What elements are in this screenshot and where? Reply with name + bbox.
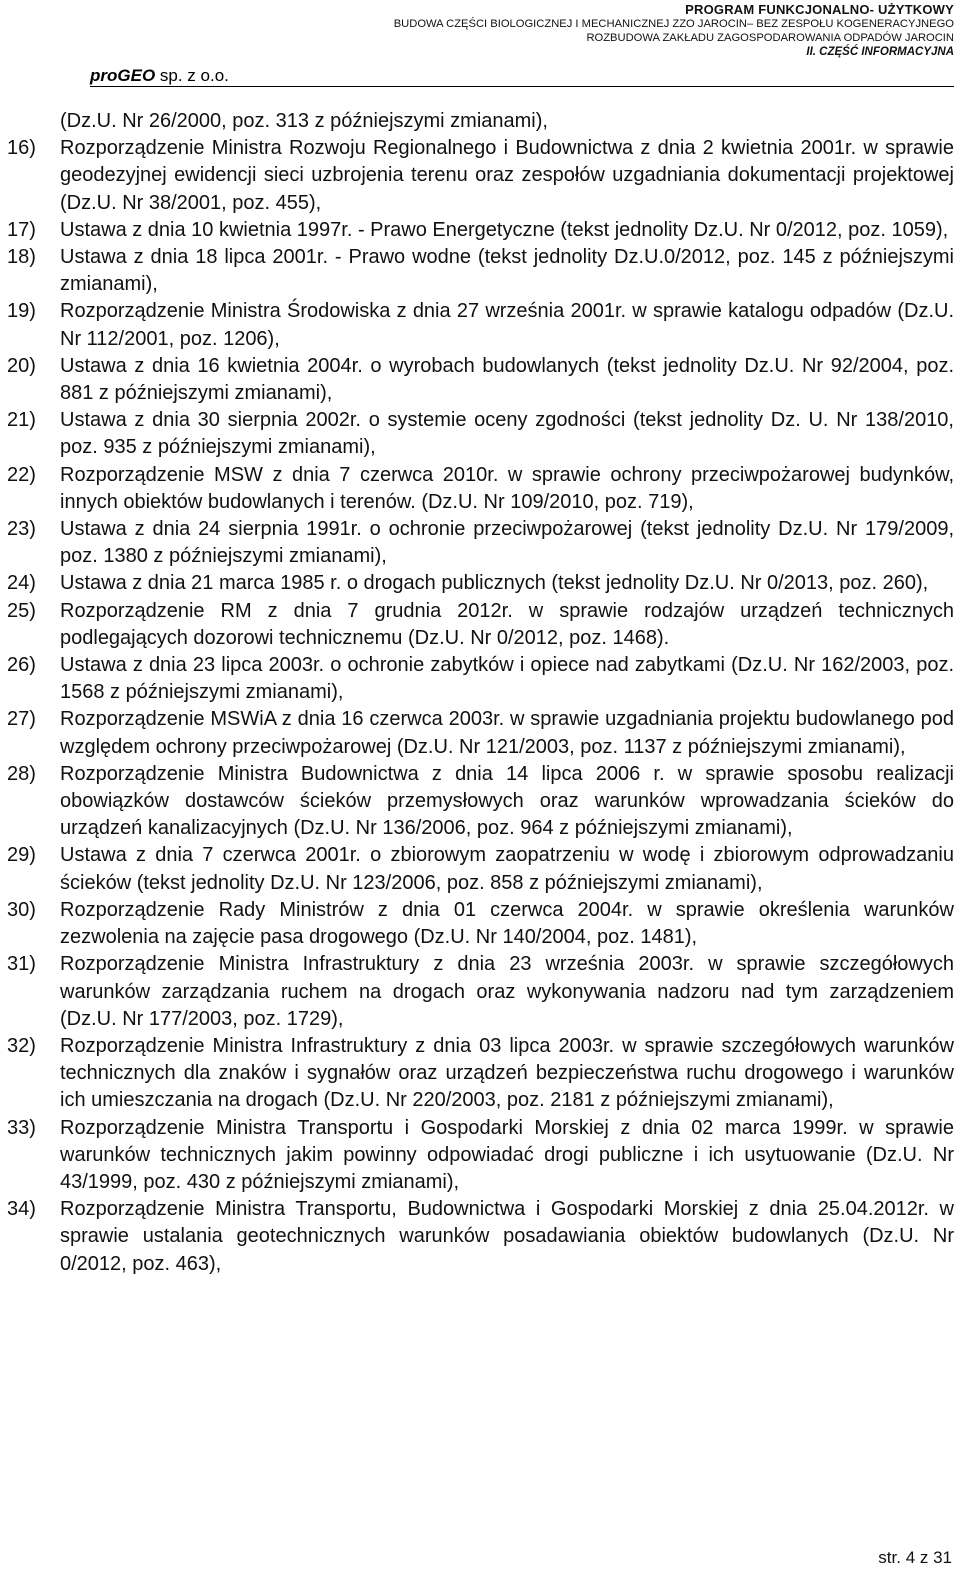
list-item [0, 652, 960, 706]
document-title: PROGRAM FUNKCJONALNO- UŻYTKOWY [685, 2, 954, 17]
item-text: Rozporządzenie Ministra Transportu i Gospodarki Morskiej z dnia 02 marca 1999r. w sprawie warunków technicznych jakim powinny odpowiadać drogi publiczne i ich usytuowanie (Dz.U. Nr 43/1999, poz. 430 z późniejszymi zmianami), [60, 1116, 954, 1193]
item-text: Rozporządzenie Ministra Budownictwa z dnia 14 lipca 2006 r. w sprawie sposobu realizacji obowiązków dostawców ścieków przemysłowych oraz warunków wprowadzania ścieków do urządzeń kanalizacyjnych (Dz.U. Nr 136/2006, poz. 964 z późniejszymi zmianami), [60, 762, 954, 840]
list-item [0, 842, 960, 896]
item-number: 29) [7, 844, 36, 867]
item-text: Rozporządzenie Ministra Infrastruktury z dnia 23 września 2003r. w sprawie szczegółowych warunków zarządzania ruchem na drogach oraz wykonywania nadzoru nad tym zarządzeniem (Dz.U. Nr 177/2003, poz. 1729), [60, 953, 954, 1030]
item-number: 27) [7, 708, 36, 731]
list-item [0, 516, 960, 570]
item-number: 23) [7, 518, 36, 541]
item-number: 24) [7, 572, 36, 595]
item-text: Ustawa z dnia 23 lipca 2003r. o ochronie zabytków i opiece nad zabytkami (Dz.U. Nr 162/2003, poz. 1568 z późniejszymi zmianami), [60, 654, 954, 704]
list-item [0, 244, 960, 298]
list-item [0, 1115, 960, 1197]
item-text: Rozporządzenie MSW z dnia 7 czerwca 2010r. w sprawie ochrony przeciwpożarowej budynków, innych obiektów budowlanych i terenów. (Dz.U. Nr 109/2010, poz. 719), [60, 463, 954, 513]
item-number: 31) [7, 953, 36, 976]
list-item [0, 706, 960, 760]
item-number: 25) [7, 599, 36, 622]
item-number: 22) [7, 463, 36, 486]
item-text: Rozporządzenie RM z dnia 7 grudnia 2012r. w sprawie rodzajów urządzeń technicznych podlegających dozorowi technicznemu (Dz.U. Nr 0/2012, poz. 1468). [60, 599, 954, 649]
item-number: 19) [7, 300, 36, 323]
list-item [0, 951, 960, 1033]
brand-suffix: sp. z o.o. [155, 66, 229, 85]
list-item [0, 761, 960, 843]
header-divider [90, 86, 954, 87]
item-number: 28) [7, 762, 36, 785]
list-item [0, 570, 960, 597]
item-number: 16) [7, 137, 36, 160]
item-number: 17) [7, 218, 36, 241]
item-text: Rozporządzenie Ministra Infrastruktury z dnia 03 lipca 2003r. w sprawie szczegółowych warunków technicznych dla znaków i sygnałów oraz urządzeń bezpieczeństwa ruchu drogowego i warunków ich umieszczania na drogach (Dz.U. Nr 220/2003, poz. 2181 z późniejszymi zmianami), [60, 1034, 954, 1112]
item-text: Ustawa z dnia 7 czerwca 2001r. o zbiorowym zaopatrzeniu w wodę i zbiorowym odprowadzaniu ścieków (tekst jednolity Dz.U. Nr 123/2006, poz. 858 z późniejszymi zmianami), [60, 844, 954, 894]
item-text: Ustawa z dnia 16 kwietnia 2004r. o wyrobach budowlanych (tekst jednolity Dz.U. Nr 92/2004, poz. 881 z późniejszymi zmianami), [60, 354, 954, 405]
item-text: Rozporządzenie Ministra Transportu, Budownictwa i Gospodarki Morskiej z dnia 25.04.2012r. w sprawie ustalania geotechnicznych warunków posadawiania obiektów budowlanych (Dz.U. Nr 0/2012, poz. 463), [60, 1198, 954, 1275]
document-part: II. CZĘŚĆ INFORMACYJNA [806, 46, 954, 58]
list-item [0, 407, 960, 461]
item-number: 32) [7, 1034, 36, 1057]
item-text: Ustawa z dnia 18 lipca 2001r. - Prawo wodne (tekst jednolity Dz.U.0/2012, poz. 145 z późniejszymi zmianami), [60, 246, 954, 296]
item-number: 33) [7, 1116, 36, 1139]
list-item [0, 897, 960, 951]
item-text: Rozporządzenie Ministra Środowiska z dnia 27 września 2001r. w sprawie katalogu odpadów (Dz.U. Nr 112/2001, poz. 1206), [60, 300, 954, 350]
item-number: 18) [7, 246, 36, 269]
list-item [0, 1196, 960, 1278]
item-number: 20) [7, 354, 36, 377]
brand-name: proGEO [90, 66, 156, 85]
company-logo [90, 66, 229, 86]
item-text: Rozporządzenie MSWiA z dnia 16 czerwca 2003r. w sprawie uzgadniania projektu budowlanego pod względem ochrony przeciwpożarowej (Dz.U. Nr 121/2003, poz. 1137 z późniejszymi zmianami), [60, 708, 954, 758]
item-text: (Dz.U. Nr 26/2000, poz. 313 z późniejszymi zmianami), [60, 110, 548, 132]
item-number: 34) [7, 1198, 36, 1221]
item-text: Ustawa z dnia 21 marca 1985 r. o drogach publicznych (tekst jednolity Dz.U. Nr 0/2013, poz. 260), [60, 572, 929, 595]
page-number: str. 4 z 31 [878, 1548, 952, 1567]
regulations-list [0, 108, 960, 1278]
header-info [394, 3, 954, 59]
item-text: Ustawa z dnia 10 kwietnia 1997r. - Prawo Energetyczne (tekst jednolity Dz.U. Nr 0/2012, poz. 1059), [60, 218, 949, 241]
list-item [0, 598, 960, 652]
project-line-2: ROZBUDOWA ZAKŁADU ZAGOSPODAROWANIA ODPADÓW JAROCIN [586, 32, 954, 44]
page-header [0, 0, 960, 95]
item-number: 26) [7, 654, 36, 677]
list-item [0, 462, 960, 516]
item-text: Ustawa z dnia 24 sierpnia 1991r. o ochronie przeciwpożarowej (tekst jednolity Dz.U. Nr 179/2009, poz. 1380 z późniejszymi zmianami), [60, 518, 954, 568]
item-number: 21) [7, 409, 36, 432]
list-item [0, 135, 960, 217]
list-item [0, 217, 960, 244]
list-item [0, 108, 960, 135]
project-line-1: BUDOWA CZĘŚCI BIOLOGICZNEJ I MECHANICZNEJ ZZO JAROCIN– BEZ ZESPOŁU KOGENERACYJNEGO [393, 18, 954, 30]
list-item [0, 353, 960, 407]
list-item [0, 1033, 960, 1115]
list-item [0, 298, 960, 352]
item-text: Ustawa z dnia 30 sierpnia 2002r. o systemie oceny zgodności (tekst jednolity Dz. U. Nr 138/2010, poz. 935 z późniejszymi zmianami), [60, 409, 954, 459]
item-number: 30) [7, 898, 36, 921]
item-text: Rozporządzenie Rady Ministrów z dnia 01 czerwca 2004r. w sprawie określenia warunków zezwolenia na zajęcie pasa drogowego (Dz.U. Nr 140/2004, poz. 1481), [60, 898, 954, 949]
item-text: Rozporządzenie Ministra Rozwoju Regionalnego i Budownictwa z dnia 2 kwietnia 2001r. w sprawie geodezyjnej ewidencji sieci uzbrojenia terenu oraz zespołów uzgadniania dokumentacji projektowej (Dz.U. Nr 38/2001, poz. 455), [60, 137, 954, 214]
